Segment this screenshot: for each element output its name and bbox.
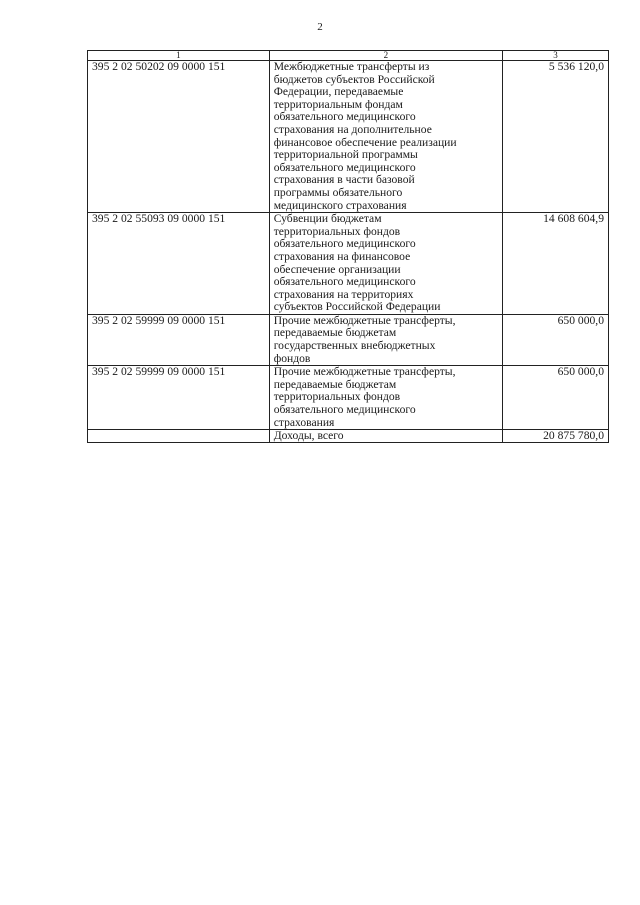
row-name-line: страхования в части базовой — [273, 173, 415, 187]
row-name — [269, 366, 502, 430]
page-number: 2 — [317, 21, 323, 33]
row-name-line: обязательного медицинского — [273, 403, 416, 417]
row-name-line: территориальной программы — [273, 148, 418, 162]
column-header-code: 1 — [88, 51, 270, 61]
row-name-line: страхования на территориях — [273, 287, 414, 301]
column-header-name: 2 — [269, 51, 502, 61]
row-name-line: Федерации, передаваемые — [273, 85, 404, 99]
table-row — [88, 61, 609, 213]
column-header-amount: 3 — [502, 51, 608, 61]
row-name-line: Субвенции бюджетам — [273, 212, 382, 226]
row-name-line: страхования — [273, 415, 335, 429]
row-code: 395 2 02 50202 09 0000 151 — [88, 61, 270, 213]
budget-table — [87, 50, 609, 443]
row-code: 395 2 02 59999 09 0000 151 — [88, 314, 270, 365]
total-label: Доходы, всего — [269, 430, 502, 443]
row-name — [269, 314, 502, 365]
row-name-line: передаваемые бюджетам — [273, 377, 397, 391]
row-amount: 650 000,0 — [502, 366, 608, 430]
row-code: 395 2 02 59999 09 0000 151 — [88, 366, 270, 430]
row-name-line: бюджетов субъектов Российской — [273, 72, 435, 86]
row-name-line: фондов — [273, 351, 311, 365]
table-row — [88, 213, 609, 315]
row-name-line: медицинского страхования — [273, 198, 407, 212]
total-amount: 20 875 780,0 — [502, 430, 608, 443]
row-name-line: финансовое обеспечение реализации — [273, 135, 457, 149]
row-name-line: обеспечение организации — [273, 262, 401, 276]
row-name-line: субъектов Российской Федерации — [273, 300, 441, 314]
total-row — [88, 430, 609, 443]
row-name-line: Прочие межбюджетные трансферты, — [273, 313, 456, 327]
row-amount: 5 536 120,0 — [502, 61, 608, 213]
row-name — [269, 213, 502, 315]
row-name-line: Прочие межбюджетные трансферты, — [273, 365, 456, 379]
row-name-line: программы обязательного — [273, 185, 403, 199]
total-code-cell — [88, 430, 270, 443]
table-header-row — [88, 51, 609, 61]
row-name-line: обязательного медицинского — [273, 110, 416, 124]
row-name-line: территориальных фондов — [273, 390, 401, 404]
row-amount: 14 608 604,9 — [502, 213, 608, 315]
row-name-line: передаваемые бюджетам — [273, 326, 397, 340]
row-name-line: страхования на финансовое — [273, 249, 411, 263]
row-name-line: территориальных фондов — [273, 224, 401, 238]
row-amount: 650 000,0 — [502, 314, 608, 365]
row-name-line: обязательного медицинского — [273, 160, 416, 174]
row-name-line: страхования на дополнительное — [273, 122, 432, 136]
table-row — [88, 366, 609, 430]
table-row — [88, 314, 609, 365]
row-name-line: территориальным фондам — [273, 97, 403, 111]
row-name-line: Межбюджетные трансферты из — [273, 60, 430, 73]
row-name-line: обязательного медицинского — [273, 275, 416, 289]
row-name-line: государственных внебюджетных — [273, 339, 436, 353]
row-name — [269, 61, 502, 213]
row-code: 395 2 02 55093 09 0000 151 — [88, 213, 270, 315]
row-name-line: обязательного медицинского — [273, 237, 416, 251]
